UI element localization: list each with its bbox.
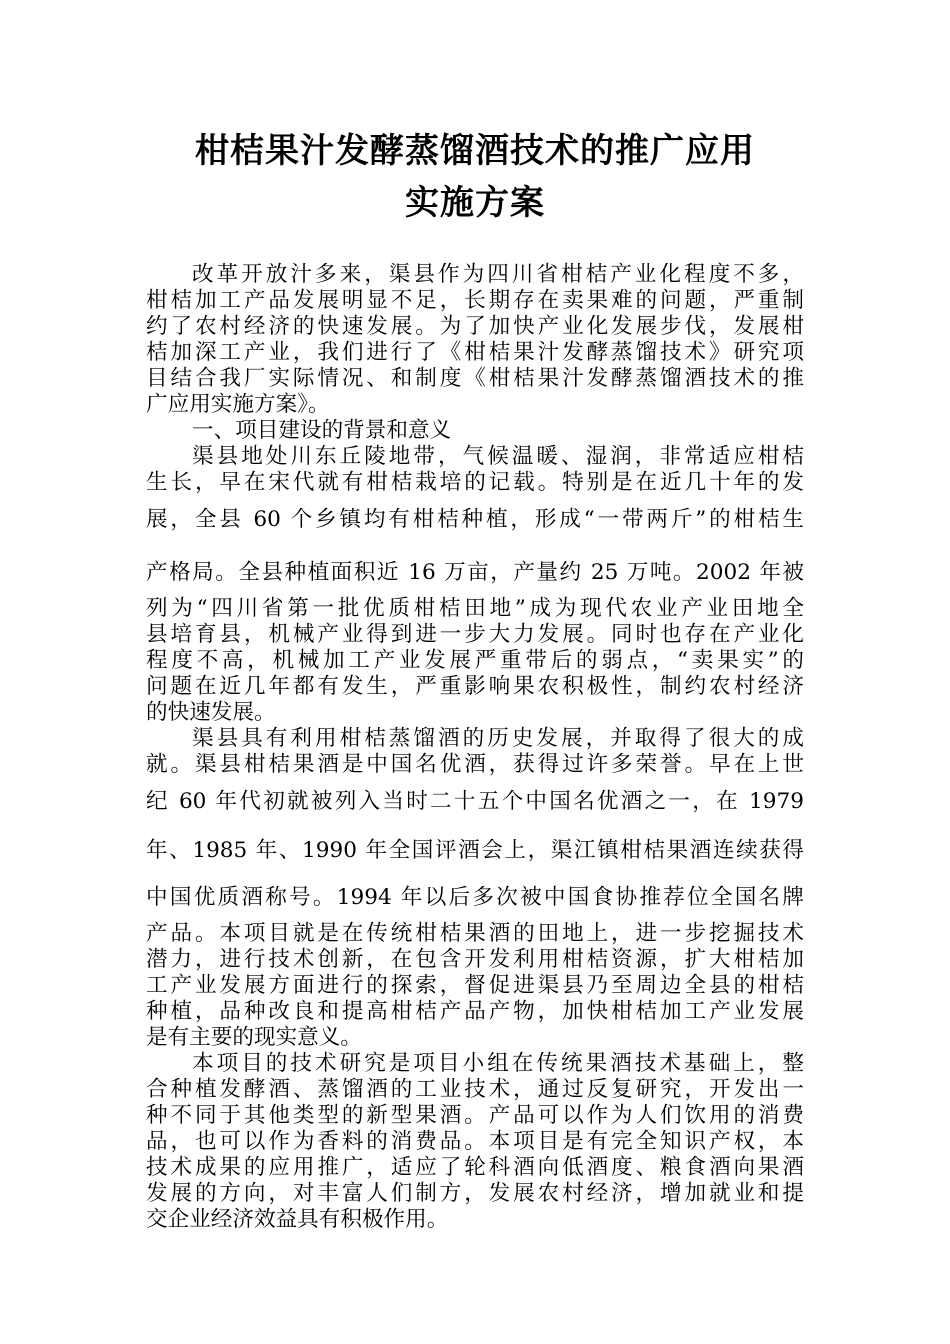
paragraph-3-line-8: 工产业发展方面进行的探索，督促进渠县乃至周边全县的柑桔 [146, 973, 804, 998]
paragraph-4-line-6: 发展的方向，对丰富人们制方，发展农村经济，增加就业和提 [146, 1181, 804, 1206]
paragraph-3-line-7: 潜力，进行技术创新，在包含开发利用柑桔资源，扩大柑桔加 [146, 947, 804, 972]
paragraph-1-line-3: 约了农村经济的快速发展。为了加快产业化发展步伐，发展柑 [146, 314, 804, 339]
paragraph-2-line-8: 问题在近几年都有发生，严重影响果农积极性，制约农村经济 [146, 674, 804, 699]
paragraph-4-line-2: 合种植发酵酒、蒸馏酒的工业技术，通过反复研究，开发出一 [146, 1077, 804, 1102]
paragraph-3-line-2: 就。渠县柑桔果酒是中国名优酒，获得过许多荣誉。早在上世 [146, 752, 804, 777]
paragraph-4-line-5: 技术成果的应用推广，适应了轮科酒向低酒度、粮食酒向果酒 [146, 1155, 804, 1180]
paragraph-2-line-4: 产格局。全县种植面积近 16 万亩，产量约 25 万吨。2002 年被 [146, 560, 804, 585]
paragraph-2-line-5: 列为“四川省第一批优质柑桔田地”成为现代农业产业田地全 [146, 596, 804, 621]
paragraph-3-line-1: 渠县具有利用柑桔蒸馏酒的历史发展，并取得了很大的成 [192, 726, 804, 751]
paragraph-1-line-2: 柑桔加工产品发展明显不足，长期存在卖果难的问题，严重制 [146, 288, 804, 313]
paragraph-1-line-5: 目结合我厂实际情况、和制度《柑桔果汁发酵蒸馏酒技术的推 [146, 366, 804, 391]
paragraph-3-line-4: 年、1985 年、1990 年全国评酒会上，渠江镇柑桔果酒连续获得 [146, 838, 804, 863]
paragraph-2-line-9: 的快速发展。 [146, 700, 276, 725]
paragraph-4-line-3: 种不同于其他类型的新型果酒。产品可以作为人们饮用的消费 [146, 1103, 804, 1128]
paragraph-2-line-1: 渠县地处川东丘陵地带，气候温暖、湿润，非常适应柑桔 [192, 444, 804, 469]
document-title-line-1: 柑桔果汁发酵蒸馏酒技术的推广应用 [195, 131, 755, 171]
paragraph-3-line-10: 是有主要的现实意义。 [146, 1025, 362, 1050]
paragraph-3-line-3: 纪 60 年代初就被列入当时二十五个中国名优酒之一，在 1979 [146, 789, 804, 814]
paragraph-4-line-4: 品，也可以作为香料的消费品。本项目是有完全知识产权，本 [146, 1129, 804, 1154]
paragraph-1-line-6: 广应用实施方案》。 [146, 392, 330, 417]
paragraph-2-line-6: 县培育县，机械产业得到进一步大力发展。同时也存在产业化 [146, 622, 804, 647]
paragraph-1-line-1: 改革开放汁多来，渠县作为四川省柑桔产业化程度不多， [192, 262, 804, 287]
paragraph-3-line-6: 产品。本项目就是在传统柑桔果酒的田地上，进一步挖掘技术 [146, 921, 804, 946]
paragraph-2-line-7: 程度不高，机械加工产业发展严重带后的弱点，“卖果实”的 [146, 648, 804, 673]
paragraph-1-line-4: 桔加深工产业，我们进行了《柑桔果汁发酵蒸馏技术》研究项 [146, 340, 804, 365]
paragraph-4-line-1: 本项目的技术研究是项目小组在传统果酒技术基础上，整 [192, 1051, 804, 1076]
paragraph-4-line-7: 交企业经济效益具有积极作用。 [146, 1207, 449, 1232]
section-heading: 一、项目建设的背景和意义 [192, 418, 452, 443]
paragraph-2-line-3: 展，全县 60 个乡镇均有柑桔种植，形成“一带两斤”的柑桔生 [146, 507, 804, 532]
paragraph-3-line-5: 中国优质酒称号。1994 年以后多次被中国食协推荐位全国名牌 [146, 885, 804, 910]
document-title-line-2: 实施方案 [405, 183, 545, 223]
paragraph-2-line-2: 生长，早在宋代就有柑桔栽培的记载。特别是在近几十年的发 [146, 470, 804, 495]
paragraph-3-line-9: 种植，品种改良和提高柑桔产品产物，加快柑桔加工产业发展 [146, 999, 804, 1024]
